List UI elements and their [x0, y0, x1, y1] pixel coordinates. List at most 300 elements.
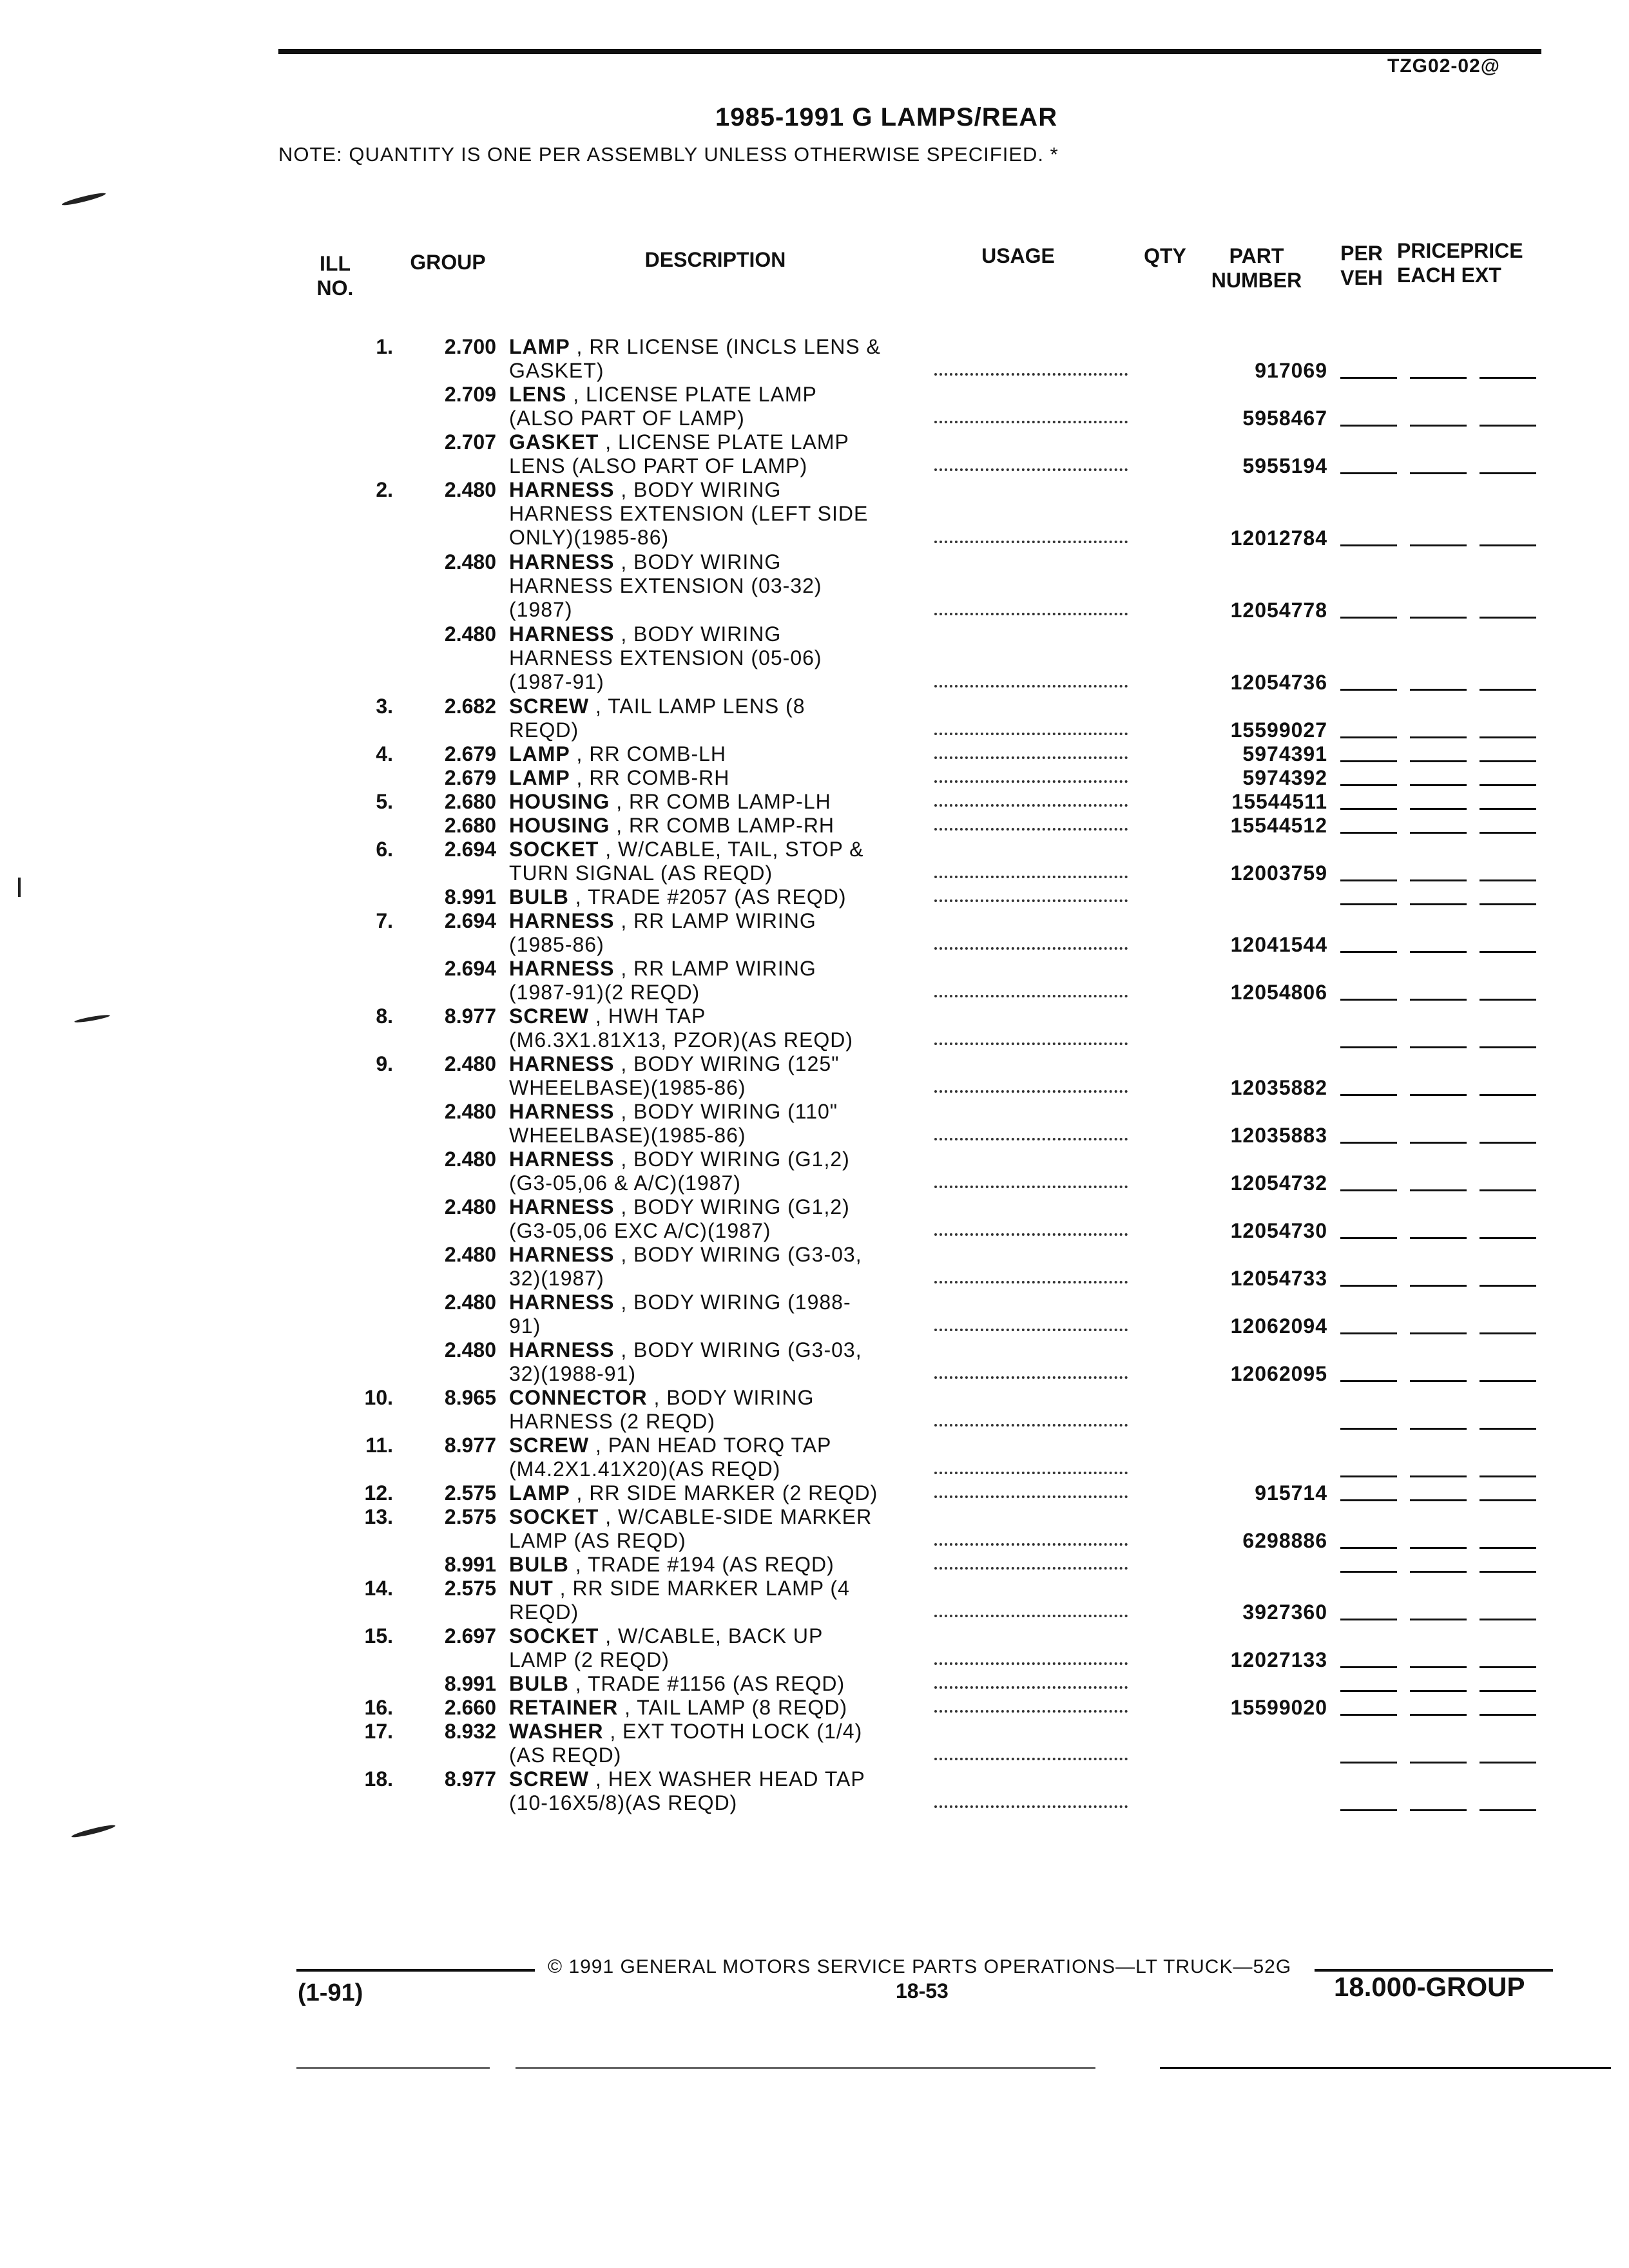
price-each-blank: [1410, 999, 1467, 1001]
scan-mark: [18, 878, 21, 897]
price-ext-blank: [1480, 760, 1536, 762]
ill-number: 13.: [364, 1505, 393, 1528]
group-number: 8.977: [444, 1767, 496, 1791]
part-detail: , RR LAMP WIRING (1985-86): [509, 909, 816, 956]
leader-dots: [934, 1043, 1128, 1045]
per-veh-blank: [1340, 736, 1397, 738]
part-detail: , RR COMB-LH: [570, 742, 726, 765]
per-veh-blank: [1340, 1619, 1397, 1620]
document-code: TZG02-02@: [1387, 55, 1500, 77]
price-ext-blank: [1480, 1547, 1536, 1549]
price-ext-blank: [1480, 1237, 1536, 1239]
leader-dots: [934, 685, 1128, 687]
part-number: 5958467: [1242, 407, 1327, 430]
price-ext-blank: [1480, 1046, 1536, 1048]
price-each-blank: [1410, 1690, 1467, 1692]
column-header-price: PRICEPRICE EACH EXT: [1397, 239, 1523, 287]
table-row: [0, 814, 1629, 838]
part-detail: , PAN HEAD TORQ TAP (M4.2X1.41X20)(AS REQD): [509, 1434, 832, 1481]
part-description: [509, 1291, 921, 1338]
leader-dots: [934, 1805, 1128, 1808]
part-number: 6298886: [1242, 1529, 1327, 1552]
column-header-ill-no: ILL NO.: [316, 252, 354, 300]
leader-dots: [934, 828, 1128, 831]
part-name: WASHER: [509, 1720, 604, 1743]
per-veh-blank: [1340, 1571, 1397, 1573]
leader-dots: [934, 613, 1128, 615]
price-each-blank: [1410, 879, 1467, 881]
leader-dots: [934, 1567, 1128, 1570]
bottom-scan-line: [296, 2067, 490, 2069]
part-name: SCREW: [509, 1004, 590, 1028]
group-number: 2.682: [444, 695, 496, 718]
part-name: HARNESS: [509, 1338, 615, 1361]
table-row: [0, 1195, 1629, 1243]
table-row: [0, 1338, 1629, 1386]
part-description: [509, 1195, 921, 1243]
part-detail: , RR SIDE MARKER (2 REQD): [570, 1481, 878, 1504]
price-each-blank: [1410, 1499, 1467, 1501]
per-veh-blank: [1340, 1332, 1397, 1334]
price-ext-blank: [1480, 1332, 1536, 1334]
part-name: HARNESS: [509, 1291, 615, 1314]
table-row: [0, 1100, 1629, 1148]
price-each-blank: [1410, 1142, 1467, 1144]
part-name: BULB: [509, 885, 569, 908]
per-veh-blank: [1340, 472, 1397, 474]
leader-dots: [934, 1495, 1128, 1498]
part-description: [509, 1767, 921, 1815]
price-ext-blank: [1480, 472, 1536, 474]
leader-dots: [934, 1376, 1128, 1379]
part-description: [509, 695, 921, 742]
part-number: 12041544: [1230, 933, 1327, 956]
part-description: [509, 1696, 921, 1720]
part-name: GASKET: [509, 430, 599, 454]
leader-dots: [934, 1090, 1128, 1093]
ill-number: 8.: [376, 1004, 393, 1028]
price-each-blank: [1410, 1666, 1467, 1668]
part-name: CONNECTOR: [509, 1386, 648, 1409]
table-row: [0, 622, 1629, 695]
part-number: 12062095: [1230, 1362, 1327, 1385]
ill-number: 14.: [364, 1577, 393, 1600]
part-detail: , BODY WIRING (G3-03, 32)(1987): [509, 1243, 862, 1290]
price-ext-blank: [1480, 1690, 1536, 1692]
per-veh-blank: [1340, 1046, 1397, 1048]
column-header-description: DESCRIPTION: [644, 248, 786, 271]
part-detail: , BODY WIRING (1988- 91): [509, 1291, 851, 1338]
leader-dots: [934, 1472, 1128, 1474]
group-number: 2.707: [444, 430, 496, 454]
price-each-blank: [1410, 736, 1467, 738]
group-number: 2.480: [444, 1243, 496, 1266]
ill-number: 12.: [364, 1481, 393, 1504]
leader-dots: [934, 1686, 1128, 1689]
price-each-blank: [1410, 689, 1467, 691]
price-each-blank: [1410, 1237, 1467, 1239]
price-each-blank: [1410, 1714, 1467, 1716]
ill-number: 5.: [376, 790, 393, 813]
part-description: [509, 838, 921, 885]
part-description: [509, 1553, 921, 1577]
group-number: 2.679: [444, 766, 496, 789]
ill-number: 18.: [364, 1767, 393, 1791]
leader-dots: [934, 541, 1128, 543]
table-row: [0, 550, 1629, 622]
group-number: 2.480: [444, 622, 496, 646]
part-detail: , RR COMB-RH: [570, 766, 730, 789]
leader-dots: [934, 1233, 1128, 1236]
part-number: 3927360: [1242, 1600, 1327, 1624]
group-number: 2.480: [444, 1052, 496, 1075]
price-ext-blank: [1480, 1762, 1536, 1763]
group-label: 18.000-GROUP: [1334, 1972, 1525, 2002]
part-name: LAMP: [509, 742, 570, 765]
part-detail: , BODY WIRING HARNESS EXTENSION (LEFT SIDE ONLY)(1985-86): [509, 478, 869, 549]
ill-number: 2.: [376, 478, 393, 501]
table-row: [0, 1004, 1629, 1052]
part-detail: , BODY WIRING (125" WHEELBASE)(1985-86): [509, 1052, 840, 1099]
per-veh-blank: [1340, 544, 1397, 546]
per-veh-blank: [1340, 951, 1397, 953]
price-each-blank: [1410, 617, 1467, 619]
part-number: 12062094: [1230, 1314, 1327, 1338]
part-number: 5955194: [1242, 454, 1327, 477]
part-detail: , TAIL LAMP LENS (8 REQD): [509, 695, 805, 742]
table-row: [0, 1577, 1629, 1624]
price-each-blank: [1410, 1809, 1467, 1811]
group-number: 2.694: [444, 957, 496, 980]
group-number: 2.697: [444, 1624, 496, 1648]
part-name: LAMP: [509, 335, 570, 358]
part-detail: , RR LICENSE (INCLS LENS & GASKET): [509, 335, 881, 382]
ill-number: 4.: [376, 742, 393, 765]
price-ext-blank: [1480, 1094, 1536, 1096]
part-name: HARNESS: [509, 478, 615, 501]
group-number: 2.480: [444, 1338, 496, 1361]
ill-number: 17.: [364, 1720, 393, 1743]
per-veh-blank: [1340, 1762, 1397, 1763]
part-description: [509, 957, 921, 1004]
leader-dots: [934, 804, 1128, 807]
ill-number: 10.: [364, 1386, 393, 1409]
ill-number: 6.: [376, 838, 393, 861]
part-description: [509, 814, 921, 838]
part-description: [509, 1434, 921, 1481]
price-each-blank: [1410, 1332, 1467, 1334]
table-row: [0, 335, 1629, 383]
per-veh-blank: [1340, 1809, 1397, 1811]
part-description: [509, 909, 921, 957]
group-number: 2.480: [444, 1195, 496, 1218]
part-name: HOUSING: [509, 790, 610, 813]
part-detail: , TRADE #1156 (AS REQD): [568, 1672, 845, 1695]
group-number: 2.480: [444, 478, 496, 501]
price-each-blank: [1410, 1547, 1467, 1549]
per-veh-blank: [1340, 1428, 1397, 1430]
price-ext-blank: [1480, 784, 1536, 786]
table-row: [0, 1505, 1629, 1553]
part-number: 5974392: [1242, 766, 1327, 789]
per-veh-blank: [1340, 689, 1397, 691]
table-row: [0, 1696, 1629, 1720]
part-number: 917069: [1255, 359, 1327, 382]
part-name: HARNESS: [509, 1100, 615, 1123]
part-detail: , BODY WIRING (G3-03, 32)(1988-91): [509, 1338, 862, 1385]
per-veh-blank: [1340, 999, 1397, 1001]
part-number: 12003759: [1230, 861, 1327, 885]
price-ext-blank: [1480, 808, 1536, 810]
part-description: [509, 1481, 921, 1505]
leader-dots: [934, 1615, 1128, 1617]
per-veh-blank: [1340, 617, 1397, 619]
part-description: [509, 550, 921, 622]
leader-dots: [934, 1424, 1128, 1427]
part-number: 12054732: [1230, 1171, 1327, 1195]
bottom-scan-line: [1160, 2067, 1611, 2069]
price-ext-blank: [1480, 1666, 1536, 1668]
part-description: [509, 1386, 921, 1434]
price-ext-blank: [1480, 1380, 1536, 1382]
part-detail: , HWH TAP (M6.3X1.81X13, PZOR)(AS REQD): [509, 1004, 854, 1052]
price-each-blank: [1410, 1571, 1467, 1573]
part-detail: , RR COMB LAMP-LH: [610, 790, 831, 813]
scan-mark: [71, 1823, 116, 1840]
per-veh-blank: [1340, 760, 1397, 762]
leader-dots: [934, 899, 1128, 902]
group-number: 2.575: [444, 1505, 496, 1528]
part-detail: , HEX WASHER HEAD TAP (10-16X5/8)(AS REQD): [509, 1767, 865, 1814]
leader-dots: [934, 1543, 1128, 1546]
price-each-blank: [1410, 472, 1467, 474]
per-veh-blank: [1340, 832, 1397, 834]
part-number: 15544512: [1230, 814, 1327, 837]
per-veh-blank: [1340, 1499, 1397, 1501]
part-name: HOUSING: [509, 814, 610, 837]
part-name: BULB: [509, 1672, 569, 1695]
part-description: [509, 1100, 921, 1148]
part-number: 5974391: [1242, 742, 1327, 765]
part-number: 12054733: [1230, 1267, 1327, 1290]
price-each-blank: [1410, 377, 1467, 379]
part-description: [509, 335, 921, 383]
part-description: [509, 1243, 921, 1291]
price-each-blank: [1410, 760, 1467, 762]
part-detail: , BODY WIRING (G1,2) (G3-05,06 EXC A/C)(1987): [509, 1195, 850, 1242]
part-name: HARNESS: [509, 1148, 615, 1171]
table-row: [0, 1624, 1629, 1672]
price-each-blank: [1410, 1619, 1467, 1620]
table-row: [0, 478, 1629, 550]
price-ext-blank: [1480, 1809, 1536, 1811]
part-detail: , LICENSE PLATE LAMP LENS (ALSO PART OF LAMP): [509, 430, 849, 477]
leader-dots: [934, 876, 1128, 878]
price-each-blank: [1410, 1762, 1467, 1763]
price-ext-blank: [1480, 1475, 1536, 1477]
table-row: [0, 909, 1629, 957]
part-description: [509, 742, 921, 766]
part-description: [509, 1577, 921, 1624]
group-number: 2.709: [444, 383, 496, 406]
table-row: [0, 1243, 1629, 1291]
part-name: HARNESS: [509, 550, 615, 573]
price-each-blank: [1410, 1189, 1467, 1191]
price-each-blank: [1410, 1380, 1467, 1382]
group-number: 2.694: [444, 909, 496, 932]
group-number: 2.694: [444, 838, 496, 861]
price-each-blank: [1410, 951, 1467, 953]
leader-dots: [934, 468, 1128, 471]
part-name: LAMP: [509, 766, 570, 789]
leader-dots: [934, 373, 1128, 376]
price-ext-blank: [1480, 1619, 1536, 1620]
table-row: [0, 1291, 1629, 1338]
copyright-notice: © 1991 GENERAL MOTORS SERVICE PARTS OPERATIONS—LT TRUCK—52G: [548, 1956, 1292, 1977]
leader-dots: [934, 1710, 1128, 1713]
table-row: [0, 766, 1629, 790]
price-each-blank: [1410, 425, 1467, 427]
part-description: [509, 1672, 921, 1696]
part-name: HARNESS: [509, 1195, 615, 1218]
leader-dots: [934, 1186, 1128, 1188]
part-detail: , BODY WIRING (G1,2) (G3-05,06 & A/C)(1987): [509, 1148, 850, 1195]
part-name: SCREW: [509, 1767, 590, 1791]
part-number: 15544511: [1231, 790, 1327, 813]
column-header-usage: USAGE: [981, 244, 1055, 267]
part-detail: , BODY WIRING (110" WHEELBASE)(1985-86): [509, 1100, 838, 1147]
part-number: 12054806: [1230, 981, 1327, 1004]
leader-dots: [934, 733, 1128, 735]
part-name: SOCKET: [509, 1624, 599, 1648]
price-ext-blank: [1480, 1499, 1536, 1501]
price-ext-blank: [1480, 1285, 1536, 1287]
per-veh-blank: [1340, 1189, 1397, 1191]
column-header-per-veh: PER VEH: [1340, 242, 1383, 289]
ill-number: 16.: [364, 1696, 393, 1719]
per-veh-blank: [1340, 1475, 1397, 1477]
table-row: [0, 1052, 1629, 1100]
ill-number: 1.: [376, 335, 393, 358]
group-number: 8.965: [444, 1386, 496, 1409]
ill-number: 11.: [365, 1434, 393, 1457]
table-row: [0, 1148, 1629, 1195]
part-number: 12012784: [1230, 526, 1327, 550]
price-ext-blank: [1480, 903, 1536, 905]
part-description: [509, 1148, 921, 1195]
per-veh-blank: [1340, 1690, 1397, 1692]
part-detail: , TAIL LAMP (8 REQD): [618, 1696, 848, 1719]
part-number: 915714: [1255, 1481, 1327, 1504]
quantity-note: NOTE: QUANTITY IS ONE PER ASSEMBLY UNLESS OTHERWISE SPECIFIED. *: [278, 143, 1059, 166]
price-each-blank: [1410, 1285, 1467, 1287]
price-each-blank: [1410, 784, 1467, 786]
group-number: 2.660: [444, 1696, 496, 1719]
price-ext-blank: [1480, 999, 1536, 1001]
table-row: [0, 1434, 1629, 1481]
page-title: 1985-1991 G LAMPS/REAR: [715, 103, 1058, 131]
part-number: 12035882: [1230, 1076, 1327, 1099]
price-each-blank: [1410, 1475, 1467, 1477]
column-header-qty: QTY: [1144, 244, 1186, 267]
price-ext-blank: [1480, 1189, 1536, 1191]
per-veh-blank: [1340, 1237, 1397, 1239]
part-name: HARNESS: [509, 1243, 615, 1266]
top-rule: [278, 49, 1541, 54]
group-number: 2.575: [444, 1577, 496, 1600]
leader-dots: [934, 756, 1128, 759]
per-veh-blank: [1340, 425, 1397, 427]
per-veh-blank: [1340, 879, 1397, 881]
per-veh-blank: [1340, 1094, 1397, 1096]
price-ext-blank: [1480, 1714, 1536, 1716]
part-description: [509, 622, 921, 694]
group-number: 8.991: [444, 1553, 496, 1576]
price-each-blank: [1410, 1046, 1467, 1048]
price-each-blank: [1410, 1094, 1467, 1096]
part-detail: , BODY WIRING HARNESS EXTENSION (03-32) (1987): [509, 550, 822, 621]
part-description: [509, 885, 921, 909]
part-description: [509, 1004, 921, 1052]
part-detail: , LICENSE PLATE LAMP (ALSO PART OF LAMP): [509, 383, 817, 430]
part-number: 12054778: [1230, 599, 1327, 622]
part-detail: , W/CABLE, BACK UP LAMP (2 REQD): [509, 1624, 824, 1671]
column-header-group: GROUP: [410, 251, 486, 274]
part-description: [509, 1505, 921, 1553]
leader-dots: [934, 1138, 1128, 1140]
part-detail: , RR LAMP WIRING (1987-91)(2 REQD): [509, 957, 816, 1004]
part-number: 12054730: [1230, 1219, 1327, 1242]
price-ext-blank: [1480, 377, 1536, 379]
group-number: 2.480: [444, 550, 496, 573]
part-name: SOCKET: [509, 1505, 599, 1528]
table-row: [0, 430, 1629, 478]
group-number: 2.480: [444, 1291, 496, 1314]
part-detail: , RR SIDE MARKER LAMP (4 REQD): [509, 1577, 850, 1624]
part-number: 12027133: [1230, 1648, 1327, 1671]
price-ext-blank: [1480, 1571, 1536, 1573]
ill-number: 3.: [376, 695, 393, 718]
part-description: [509, 478, 921, 550]
part-name: NUT: [509, 1577, 554, 1600]
per-veh-blank: [1340, 808, 1397, 810]
group-number: 8.932: [444, 1720, 496, 1743]
part-detail: , W/CABLE-SIDE MARKER LAMP (AS REQD): [509, 1505, 872, 1552]
group-number: 2.480: [444, 1148, 496, 1171]
part-detail: , TRADE #194 (AS REQD): [568, 1553, 834, 1576]
per-veh-blank: [1340, 784, 1397, 786]
leader-dots: [934, 1662, 1128, 1665]
price-each-blank: [1410, 903, 1467, 905]
group-number: 2.480: [444, 1100, 496, 1123]
table-row: [0, 1386, 1629, 1434]
part-description: [509, 1720, 921, 1767]
group-number: 2.680: [444, 790, 496, 813]
part-detail: , W/CABLE, TAIL, STOP & TURN SIGNAL (AS REQD): [509, 838, 864, 885]
table-row: [0, 1481, 1629, 1505]
part-name: HARNESS: [509, 622, 615, 646]
table-row: [0, 1720, 1629, 1767]
per-veh-blank: [1340, 1714, 1397, 1716]
per-veh-blank: [1340, 903, 1397, 905]
table-row: [0, 695, 1629, 742]
price-ext-blank: [1480, 1428, 1536, 1430]
price-ext-blank: [1480, 1142, 1536, 1144]
part-name: LAMP: [509, 1481, 570, 1504]
part-number: 12035883: [1230, 1124, 1327, 1147]
ill-number: 15.: [364, 1624, 393, 1648]
price-ext-blank: [1480, 425, 1536, 427]
